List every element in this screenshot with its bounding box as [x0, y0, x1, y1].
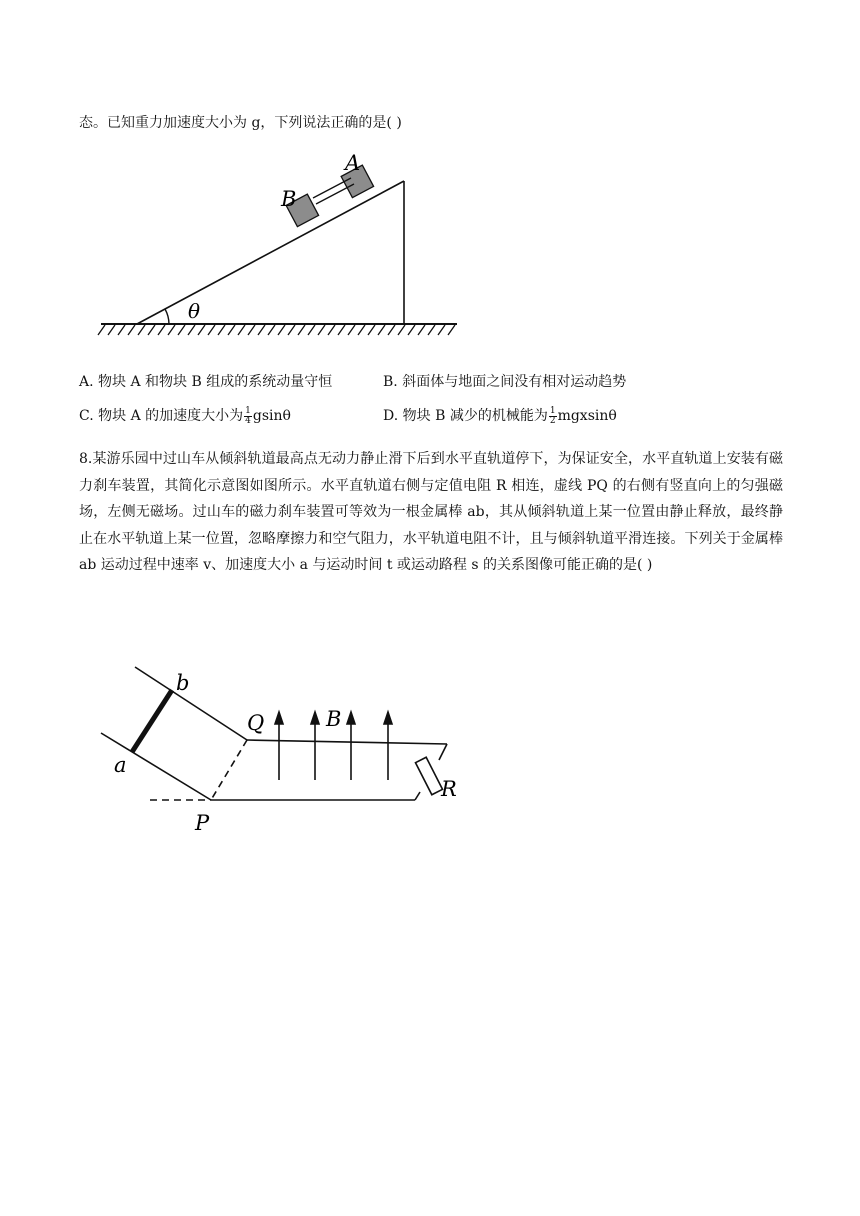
- option-d-prefix: D. 物块 B 减少的机械能为: [383, 408, 548, 424]
- ground-hatching: [98, 325, 455, 335]
- resistor-lead-top: [439, 744, 447, 760]
- option-c: [79, 405, 291, 426]
- track-diagram: [95, 660, 475, 840]
- fraction-numerator: 1: [245, 405, 251, 416]
- fraction-denominator: 2: [549, 415, 556, 426]
- label-a: a: [114, 753, 127, 777]
- option-d-suffix: mgxsinθ: [557, 408, 617, 424]
- incline-rail-upper: [135, 667, 247, 740]
- block-b-label: B: [281, 187, 297, 211]
- option-d-fraction: [549, 407, 557, 426]
- horizontal-rail-upper: [247, 740, 447, 744]
- incline-diagram: [95, 148, 465, 343]
- angle-arc: [165, 309, 169, 324]
- option-c-suffix: gsinθ: [252, 408, 291, 424]
- block-a-label: A: [345, 151, 361, 175]
- track-figure: [95, 660, 475, 840]
- label-r: R: [441, 777, 457, 801]
- incline-surface: [137, 181, 404, 324]
- label-q: Q: [247, 711, 265, 735]
- angle-label: θ: [188, 299, 201, 323]
- fraction-denominator: 4: [245, 415, 251, 426]
- option-a: A. 物块 A 和物块 B 组成的系统动量守恒: [79, 374, 333, 390]
- metal-rod-ab: [132, 690, 172, 752]
- boundary-pq: [211, 740, 247, 800]
- option-c-prefix: C. 物块 A 的加速度大小为: [79, 408, 244, 424]
- label-b: b: [176, 671, 190, 695]
- resistor-lead-bottom: [415, 792, 420, 800]
- option-c-fraction: [244, 407, 252, 426]
- q7-stem: 态。已知重力加速度大小为 g，下列说法正确的是( ): [79, 115, 402, 131]
- label-field-b: B: [326, 707, 342, 731]
- label-p: P: [195, 811, 210, 835]
- q8-stem: 8.某游乐园中过山车从倾斜轨道最高点无动力静止滑下后到水平直轨道停下，为保证安全，水平直轨道上安装有磁力刹车装置，其简化示意图如图所示。水平直轨道右侧与定值电阻 R 相连，虚线 PQ 的右侧有竖直向上的匀强磁场，左侧无磁场。过山车的磁力刹车装置可等效为一根金属棒 ab，其从倾斜轨道上某一位置由静止释放，最终静止在水平轨道上某一位置，忽略摩擦力和空气阻力，水平轨道电阻不计，且与倾斜轨道平滑连接。下列关于金属棒 ab 运动过程中速率 v、加速度大小 a 与运动时间 t 或运动路程 s 的关系图像可能正确的是( ): [79, 451, 783, 574]
- option-b: B. 斜面体与地面之间没有相对运动趋势: [383, 374, 627, 390]
- fraction-numerator: 1: [549, 405, 556, 416]
- resistor: [415, 757, 442, 795]
- incline-figure: [95, 148, 465, 343]
- option-d: [383, 405, 617, 426]
